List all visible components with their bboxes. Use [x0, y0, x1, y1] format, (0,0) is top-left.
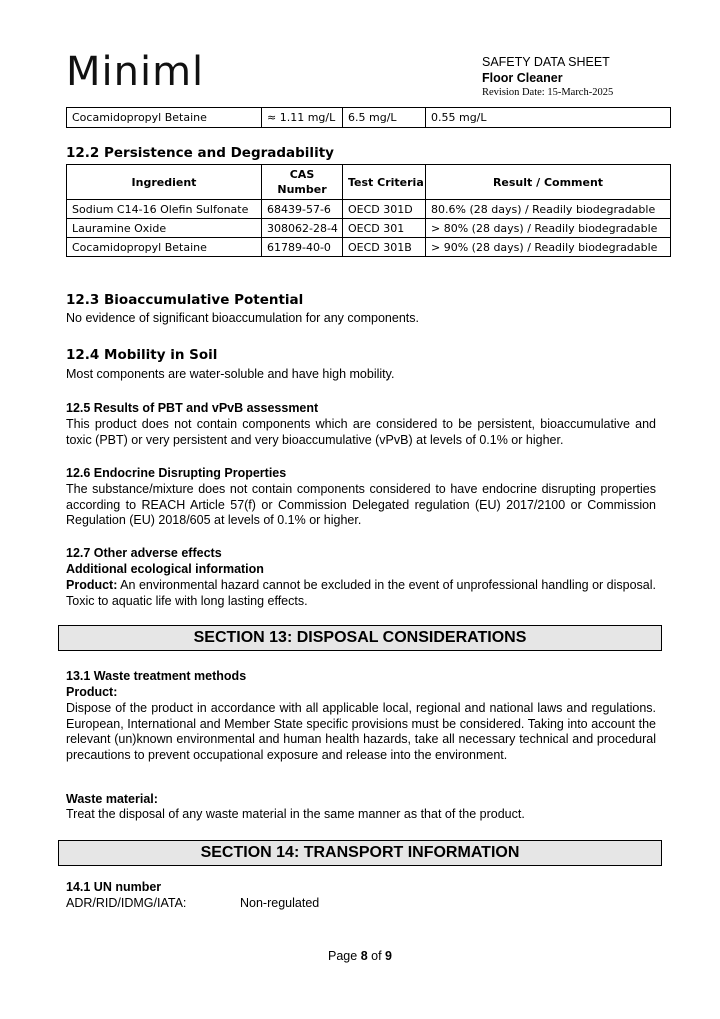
page-number — [0, 949, 720, 963]
section-14-banner: SECTION 14: TRANSPORT INFORMATION — [58, 840, 662, 866]
table-row — [67, 238, 671, 257]
un-number-value: Non-regulated — [240, 896, 320, 910]
table-cell: 6.5 mg/L — [343, 108, 426, 128]
heading-12-7: 12.7 Other adverse effects — [66, 546, 222, 560]
table-cell: > 80% (28 days) / Readily biodegradable — [426, 219, 671, 238]
brand-logo: Miniml — [66, 49, 205, 95]
waste-material-label: Waste material: — [66, 792, 158, 806]
table-cell: > 90% (28 days) / Readily biodegradable — [426, 238, 671, 257]
subheading-ecological-info: Additional ecological information — [66, 562, 264, 576]
heading-13-1: 13.1 Waste treatment methods — [66, 669, 247, 683]
paragraph-12-3: No evidence of significant bioaccumulation for any components. — [66, 311, 419, 325]
table-cell: Sodium C14-16 Olefin Sulfonate — [67, 200, 262, 219]
table-cell: ≈ 1.11 mg/L — [262, 108, 343, 128]
table-cell: 308062-28-4 — [262, 219, 343, 238]
table-row — [67, 108, 671, 128]
heading-12-3: 12.3 Bioaccumulative Potential — [66, 292, 304, 308]
heading-12-2: 12.2 Persistence and Degradability — [66, 145, 334, 161]
heading-12-6: 12.6 Endocrine Disrupting Properties — [66, 466, 287, 480]
toxicity-table-continuation — [66, 107, 671, 128]
current-page: 8 — [360, 949, 368, 963]
heading-12-5: 12.5 Results of PBT and vPvB assessment — [66, 401, 319, 415]
page-of: of — [367, 949, 386, 963]
table-header-row — [67, 165, 671, 200]
table-cell: Cocamidopropyl Betaine — [67, 238, 262, 257]
heading-12-4: 12.4 Mobility in Soil — [66, 347, 218, 363]
product-name: Floor Cleaner — [482, 71, 563, 85]
column-header: Test Criteria — [343, 165, 426, 200]
column-header: Ingredient — [67, 165, 262, 200]
page-prefix: Page — [328, 949, 361, 963]
table-row — [67, 200, 671, 219]
persistence-table — [66, 164, 671, 257]
doc-type: SAFETY DATA SHEET — [482, 55, 610, 69]
un-number-label: ADR/RID/IDMG/IATA: — [66, 896, 187, 910]
column-header: CAS Number — [262, 165, 343, 200]
table-cell: 68439-57-6 — [262, 200, 343, 219]
table-cell: OECD 301B — [343, 238, 426, 257]
product-label: Product: — [66, 578, 118, 592]
paragraph-12-7 — [66, 578, 656, 609]
total-pages: 9 — [385, 949, 392, 963]
table-cell: Cocamidopropyl Betaine — [67, 108, 262, 128]
table-cell: OECD 301D — [343, 200, 426, 219]
column-header: Result / Comment — [426, 165, 671, 200]
section-13-banner: SECTION 13: DISPOSAL CONSIDERATIONS — [58, 625, 662, 651]
table-cell: Lauramine Oxide — [67, 219, 262, 238]
table-cell: 0.55 mg/L — [426, 108, 671, 128]
table-cell: OECD 301 — [343, 219, 426, 238]
table-row — [67, 219, 671, 238]
paragraph-12-4: Most components are water-soluble and have high mobility. — [66, 367, 395, 381]
paragraph-12-5: This product does not contain components which are considered to be persistent, bioaccumulative and toxic (PBT) or very persistent and very bioaccumulative (vPvB) at levels of 0.1% or higher. — [66, 417, 656, 447]
revision-date: Revision Date: 15-March-2025 — [482, 87, 614, 98]
table-cell: 80.6% (28 days) / Readily biodegradable — [426, 200, 671, 219]
paragraph-12-6: The substance/mixture does not contain components considered to have endocrine disrupting properties according to REACH Article 57(f) or Commission Delegated regulation (EU) 2017/2100 or Commission Regulation (EU) 2018/605 at levels of 0.1% or higher. — [66, 482, 656, 527]
table-cell: 61789-40-0 — [262, 238, 343, 257]
paragraph-13-product: Dispose of the product in accordance with all applicable local, regional and national laws and regulations. European, International and Member State specific provisions must be considered. Taking into account the relevant (un)known environmental and human health hazards, take all necessary technical and procedural precautions to prevent occupational exposure and release into the environment. — [66, 701, 656, 762]
paragraph-12-7-text: An environmental hazard cannot be excluded in the event of unprofessional handling or disposal. Toxic to aquatic life with long lasting effects. — [66, 578, 656, 608]
heading-14-1: 14.1 UN number — [66, 880, 162, 894]
product-label-13: Product: — [66, 685, 118, 699]
paragraph-13-waste: Treat the disposal of any waste material in the same manner as that of the product. — [66, 807, 525, 821]
